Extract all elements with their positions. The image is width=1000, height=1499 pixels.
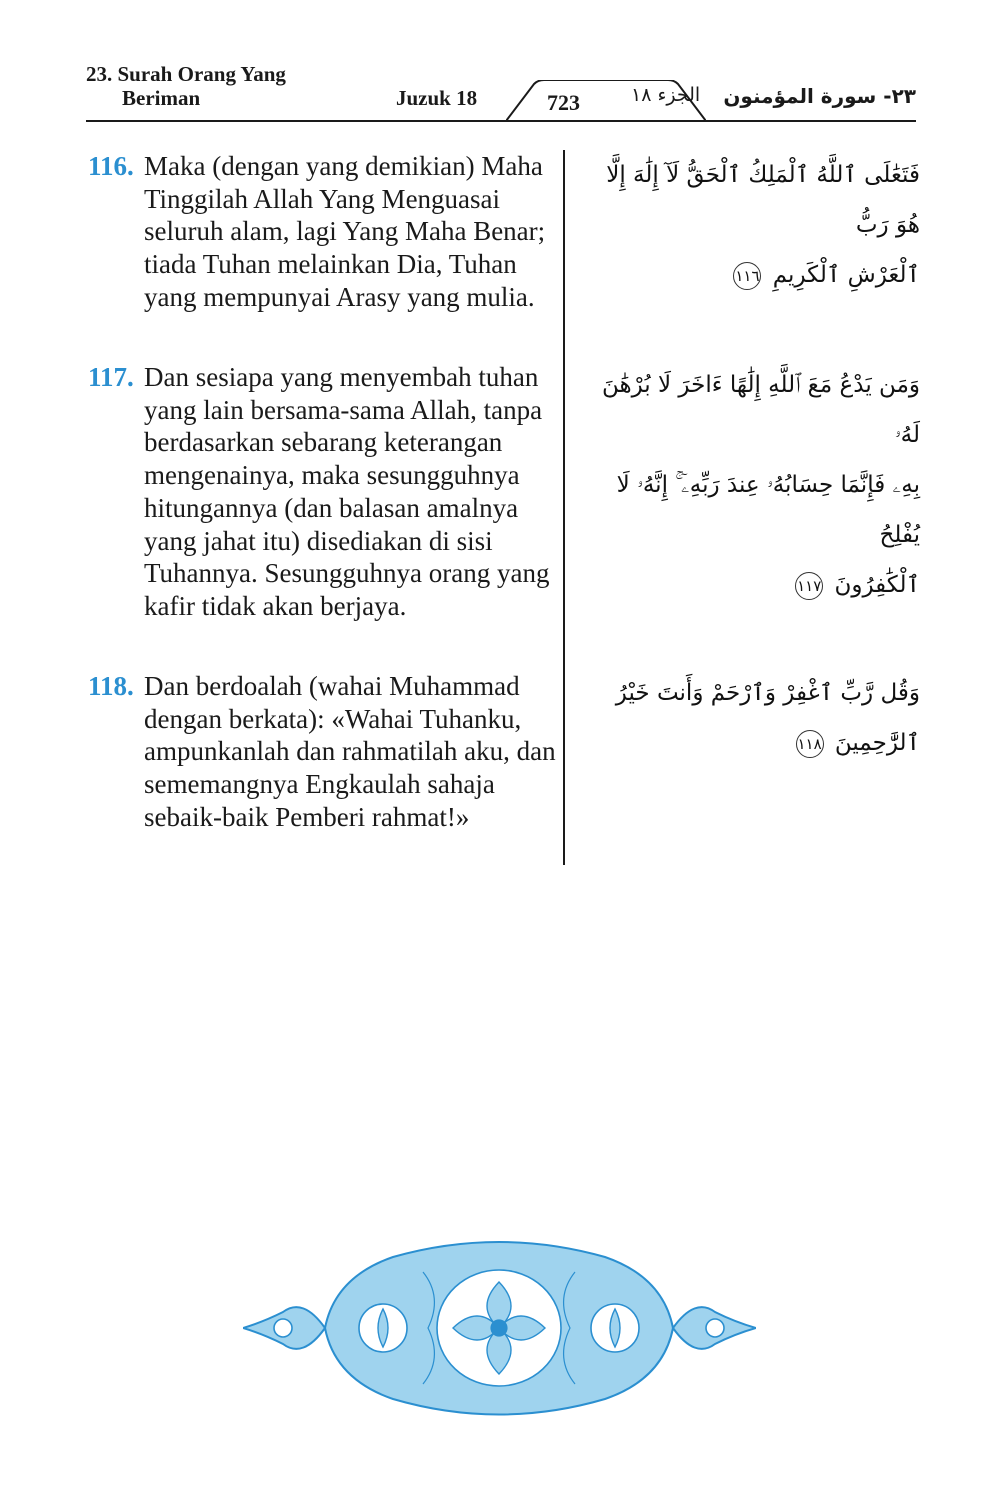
ayah-number-marker: ١١٨ [796,730,824,758]
surah-title-line2: Beriman [122,86,201,110]
verse-text: Dan berdoalah (wahai Muhammad dengan berkata): «Wahai Tuhanku, ampunkanlah dan rahmatilah aku, dan sememangnya Engkaulah sahaja sebaik-baik Pemberi rahmat!» [144,671,556,832]
header-rule [86,120,916,122]
page-number: 723 [547,90,580,115]
decorative-ornament-icon [243,1237,756,1420]
verse-116-translation [88,150,563,314]
juz-arabic: الجزء ١٨ [631,84,701,106]
arabic-line-with-mark [585,560,920,610]
verse-text: Maka (dengan yang demikian) Maha Tinggilah Allah Yang Menguasai seluruh alam, lagi Yang Maha Benar; tiada Tuhan melainkan Dia, Tuhan yang mempunyai Arasy yang mulia. [144,151,546,312]
verse-118-arabic [585,668,920,768]
arabic-line: فَتَعَٰلَى ٱللَّهُ ٱلْمَلِكُ ٱلْحَقُّ لَآ إِلَٰهَ إِلَّا هُوَ رَبُّ [606,162,920,238]
verse-number: 116. [88,151,134,181]
juzuk-label: Juzuk 18 [396,86,478,110]
verse-117-arabic [585,360,920,610]
arabic-line: وَقُل رَّبِّ ٱغْفِرْ وَٱرْحَمْ وَأَنتَ خَيْرُ ٱلرَّٰحِمِينَ [615,680,920,756]
ayah-number-marker: ١١٦ [733,262,761,290]
verse-number: 118. [88,671,134,701]
arabic-line: ٱلْعَرْشِ ٱلْكَرِيمِ [772,262,920,288]
verse-116-arabic [585,150,920,300]
verse-text: Dan sesiapa yang menyembah tuhan yang lain bersama-sama Allah, tanpa berdasarkan sebarang keterangan mengenainya, maka sesungguhnya hitungannya (dan balasan amalnya yang jahat itu) disediakan di sisi Tuhannya. Sesungguhnya orang yang kafir tidak akan berjaya. [144,362,550,621]
surah-title-line1: 23. Surah Orang Yang [86,62,286,86]
verse-number: 117. [88,362,134,392]
ayah-number-marker: ١١٧ [795,572,823,600]
arabic-line-with-mark [585,668,920,768]
arabic-line-with-mark [585,250,920,300]
arabic-line: ٱلْكَٰفِرُونَ [834,572,920,598]
surah-title [86,62,286,110]
surah-arabic: ٢٣- سورة المؤمنون [723,84,916,108]
page-header [86,0,916,125]
arabic-line: وَمَن يَدْعُ مَعَ ٱللَّهِ إِلَٰهًا ءَاخَرَ لَا بُرْهَٰنَ لَهُۥ [601,372,920,448]
verse-118-translation [88,670,563,834]
arabic-line: بِهِۦ فَإِنَّمَا حِسَابُهُۥ عِندَ رَبِّهِۦٓ ۚ إِنَّهُۥ لَا يُفْلِحُ [616,472,920,548]
column-divider [563,150,565,865]
verse-117-translation [88,361,563,623]
